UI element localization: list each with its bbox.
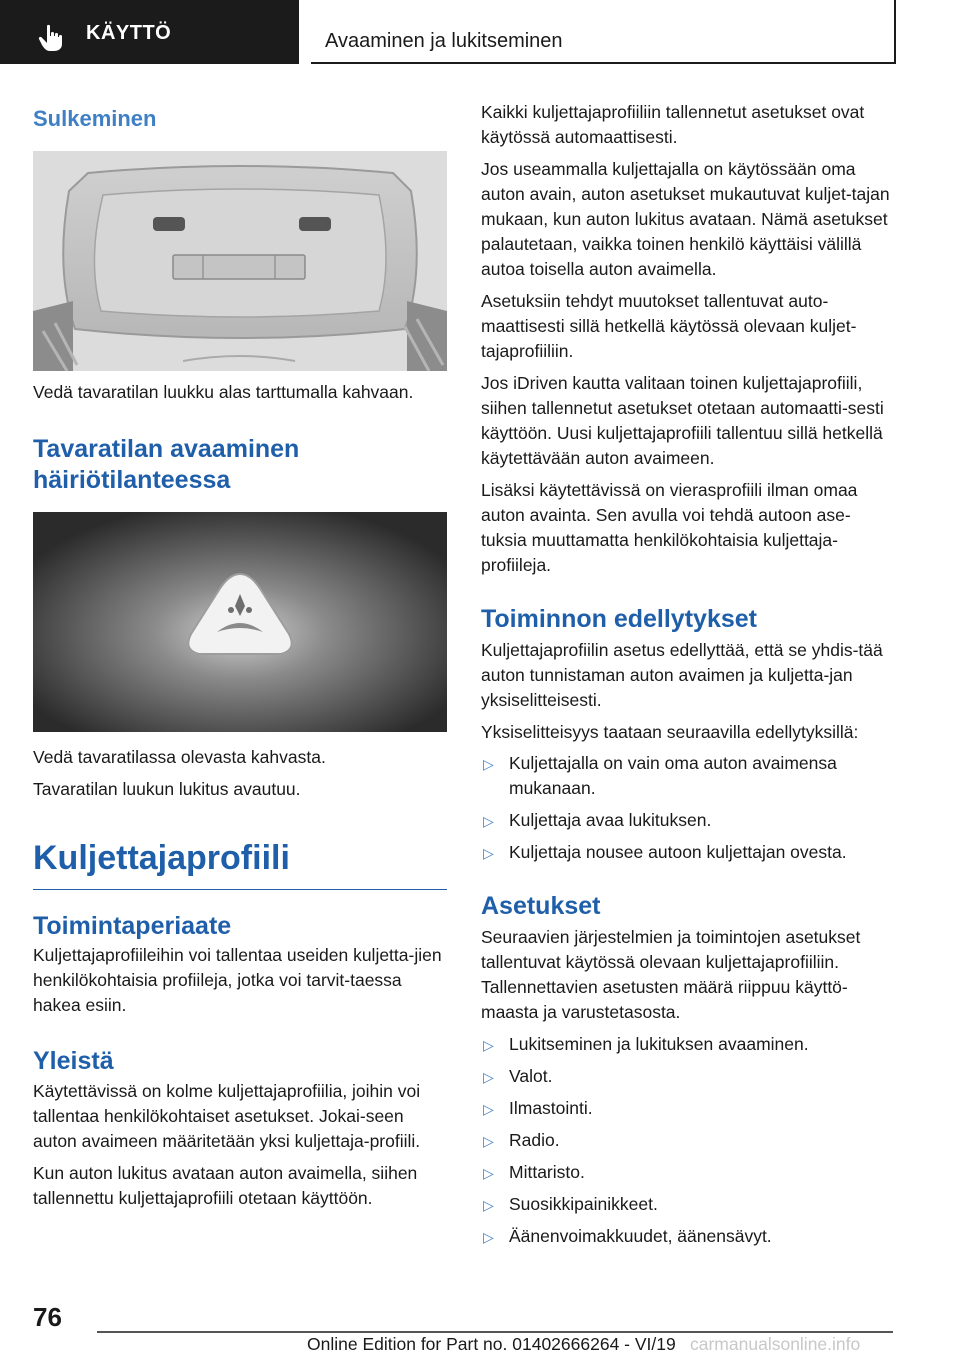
profile-paragraph-1: Kaikki kuljettajaprofiiliin tallennetut asetukset ovat käytössä automaattisesti. — [481, 102, 865, 147]
emergency-handle-illustration — [33, 512, 447, 732]
triangle-bullet-icon: ▷ — [483, 1197, 494, 1213]
header-title-box — [311, 0, 896, 64]
trunk-lid-drawing — [33, 151, 447, 371]
list-item: ▷ Kuljettaja avaa lukituksen. — [481, 808, 895, 833]
emergency-caption-1: Vedä tavaratilassa olevasta kahvasta. — [33, 747, 326, 767]
triangle-bullet-icon: ▷ — [483, 1229, 494, 1245]
heading-requirements: Toiminnon edellytykset — [481, 605, 757, 633]
page-number: 76 — [33, 1302, 62, 1332]
heading-general: Yleistä — [33, 1047, 114, 1075]
settings-list — [481, 1032, 895, 1249]
header-section-label: KÄYTTÖ — [86, 22, 172, 44]
footer-edition: Online Edition for Part no. 01402666264 - VI/19 — [307, 1334, 676, 1354]
right-column — [481, 100, 895, 1249]
profile-paragraph-3: Asetuksiin tehdyt muutokset tallentuvat auto-maattisesti sillä hetkellä käytössä olevaan kuljet-tajaprofiiliin. — [481, 291, 857, 361]
trunk-lid-illustration — [33, 151, 447, 371]
trunk-close-caption: Vedä tavaratilan luukku alas tarttumalla kahvaan. — [33, 382, 414, 402]
triangle-bullet-icon: ▷ — [483, 1165, 494, 1181]
heading-emergency-open: Tavaratilan avaaminen häiriötilanteessa — [33, 435, 300, 494]
profile-paragraph-5: Lisäksi käytettävissä on vierasprofiili ilman omaa auton avainta. Sen avulla voi tehdä autoon ase-tuksia muuttamatta henkilökohtaisia kuljettaja-profiileja. — [481, 480, 858, 575]
list-item: ▷ Äänenvoimakkuudet, äänensävyt. — [481, 1224, 895, 1249]
principle-text: Kuljettajaprofiileihin voi tallentaa useiden kuljetta-jien henkilökohtaisia profiileja, jotka voi tarvit-taessa hakea esiin. — [33, 945, 442, 1015]
list-item: ▷ Kuljettajalla on vain oma auton avaimensa mukanaan. — [483, 753, 837, 798]
left-column — [33, 100, 447, 1211]
emergency-handle-drawing — [33, 512, 447, 732]
requirements-paragraph-1: Kuljettajaprofiilin asetus edellyttää, että se yhdis-tää auton tunnistaman auton avaimen ja kuljetta-jan yksiselitteisesti. — [481, 640, 883, 710]
hand-pointer-icon — [38, 24, 64, 52]
triangle-bullet-icon: ▷ — [483, 756, 494, 772]
triangle-bullet-icon: ▷ — [483, 813, 494, 829]
list-item: ▷ Suosikkipainikkeet. — [481, 1192, 895, 1217]
heading-principle: Toimintaperiaate — [33, 912, 232, 940]
heading-driver-profile: Kuljettajaprofiili — [33, 837, 447, 890]
triangle-bullet-icon: ▷ — [483, 1037, 494, 1053]
profile-paragraph-2: Jos useammalla kuljettajalla on käytössään oma auton avain, auton asetukset mukautuvat kuljet-tajan mukaan, kun auton lukitus avataan. Nämä asetukset palautetaan, vaikka toinen henkilö käyttäisi välillä autoa toisella auton avaimella. — [481, 159, 890, 279]
general-paragraph-2: Kun auton lukitus avataan auton avaimella, siihen tallennettu kuljettajaprofiili otetaan käyttöön. — [33, 1163, 418, 1208]
emergency-caption-2: Tavaratilan luukun lukitus avautuu. — [33, 779, 301, 799]
list-item: ▷ Ilmastointi. — [481, 1096, 895, 1121]
requirements-list — [481, 751, 895, 865]
triangle-bullet-icon: ▷ — [483, 1133, 494, 1149]
profile-paragraph-4: Jos iDriven kautta valitaan toinen kuljettajaprofiili, siihen tallennetut asetukset otetaan automaatti-sesti käyttöön. Uusi kuljettajaprofiili tallentuu sillä hetkellä käytettävään auton avaimeen. — [481, 373, 884, 468]
list-item: ▷ Kuljettaja nousee autoon kuljettajan ovesta. — [481, 840, 895, 865]
list-item: ▷ Valot. — [481, 1064, 895, 1089]
watermark: carmanualsonline.info — [690, 1334, 861, 1354]
footer-rule — [97, 1331, 893, 1333]
list-item: ▷ Lukitseminen ja lukituksen avaaminen. — [481, 1032, 895, 1057]
triangle-bullet-icon: ▷ — [483, 845, 494, 861]
heading-settings: Asetukset — [481, 892, 601, 920]
header-section-tab — [0, 0, 299, 64]
triangle-bullet-icon: ▷ — [483, 1101, 494, 1117]
general-paragraph-1: Käytettävissä on kolme kuljettajaprofiilia, joihin voi tallentaa henkilökohtaiset asetukset. Jokai-seen auton avaimeen määritetään yksi kuljettaja-profiili. — [33, 1081, 421, 1151]
list-item: ▷ Mittaristo. — [481, 1160, 895, 1185]
requirements-paragraph-2: Yksiselitteisyys taataan seuraavilla edellytyksillä: — [481, 722, 859, 742]
list-item: ▷ Radio. — [481, 1128, 895, 1153]
settings-paragraph: Seuraavien järjestelmien ja toimintojen asetukset tallentuvat käytössä olevaan kuljettajaprofiiliin. Tallennettavien asetusten määrä riippuu käyttö-maasta ja varustetasosta. — [481, 927, 861, 1022]
triangle-bullet-icon: ▷ — [483, 1069, 494, 1085]
heading-closing: Sulkeminen — [33, 106, 157, 131]
header-title: Avaaminen ja lukitseminen — [325, 30, 563, 52]
